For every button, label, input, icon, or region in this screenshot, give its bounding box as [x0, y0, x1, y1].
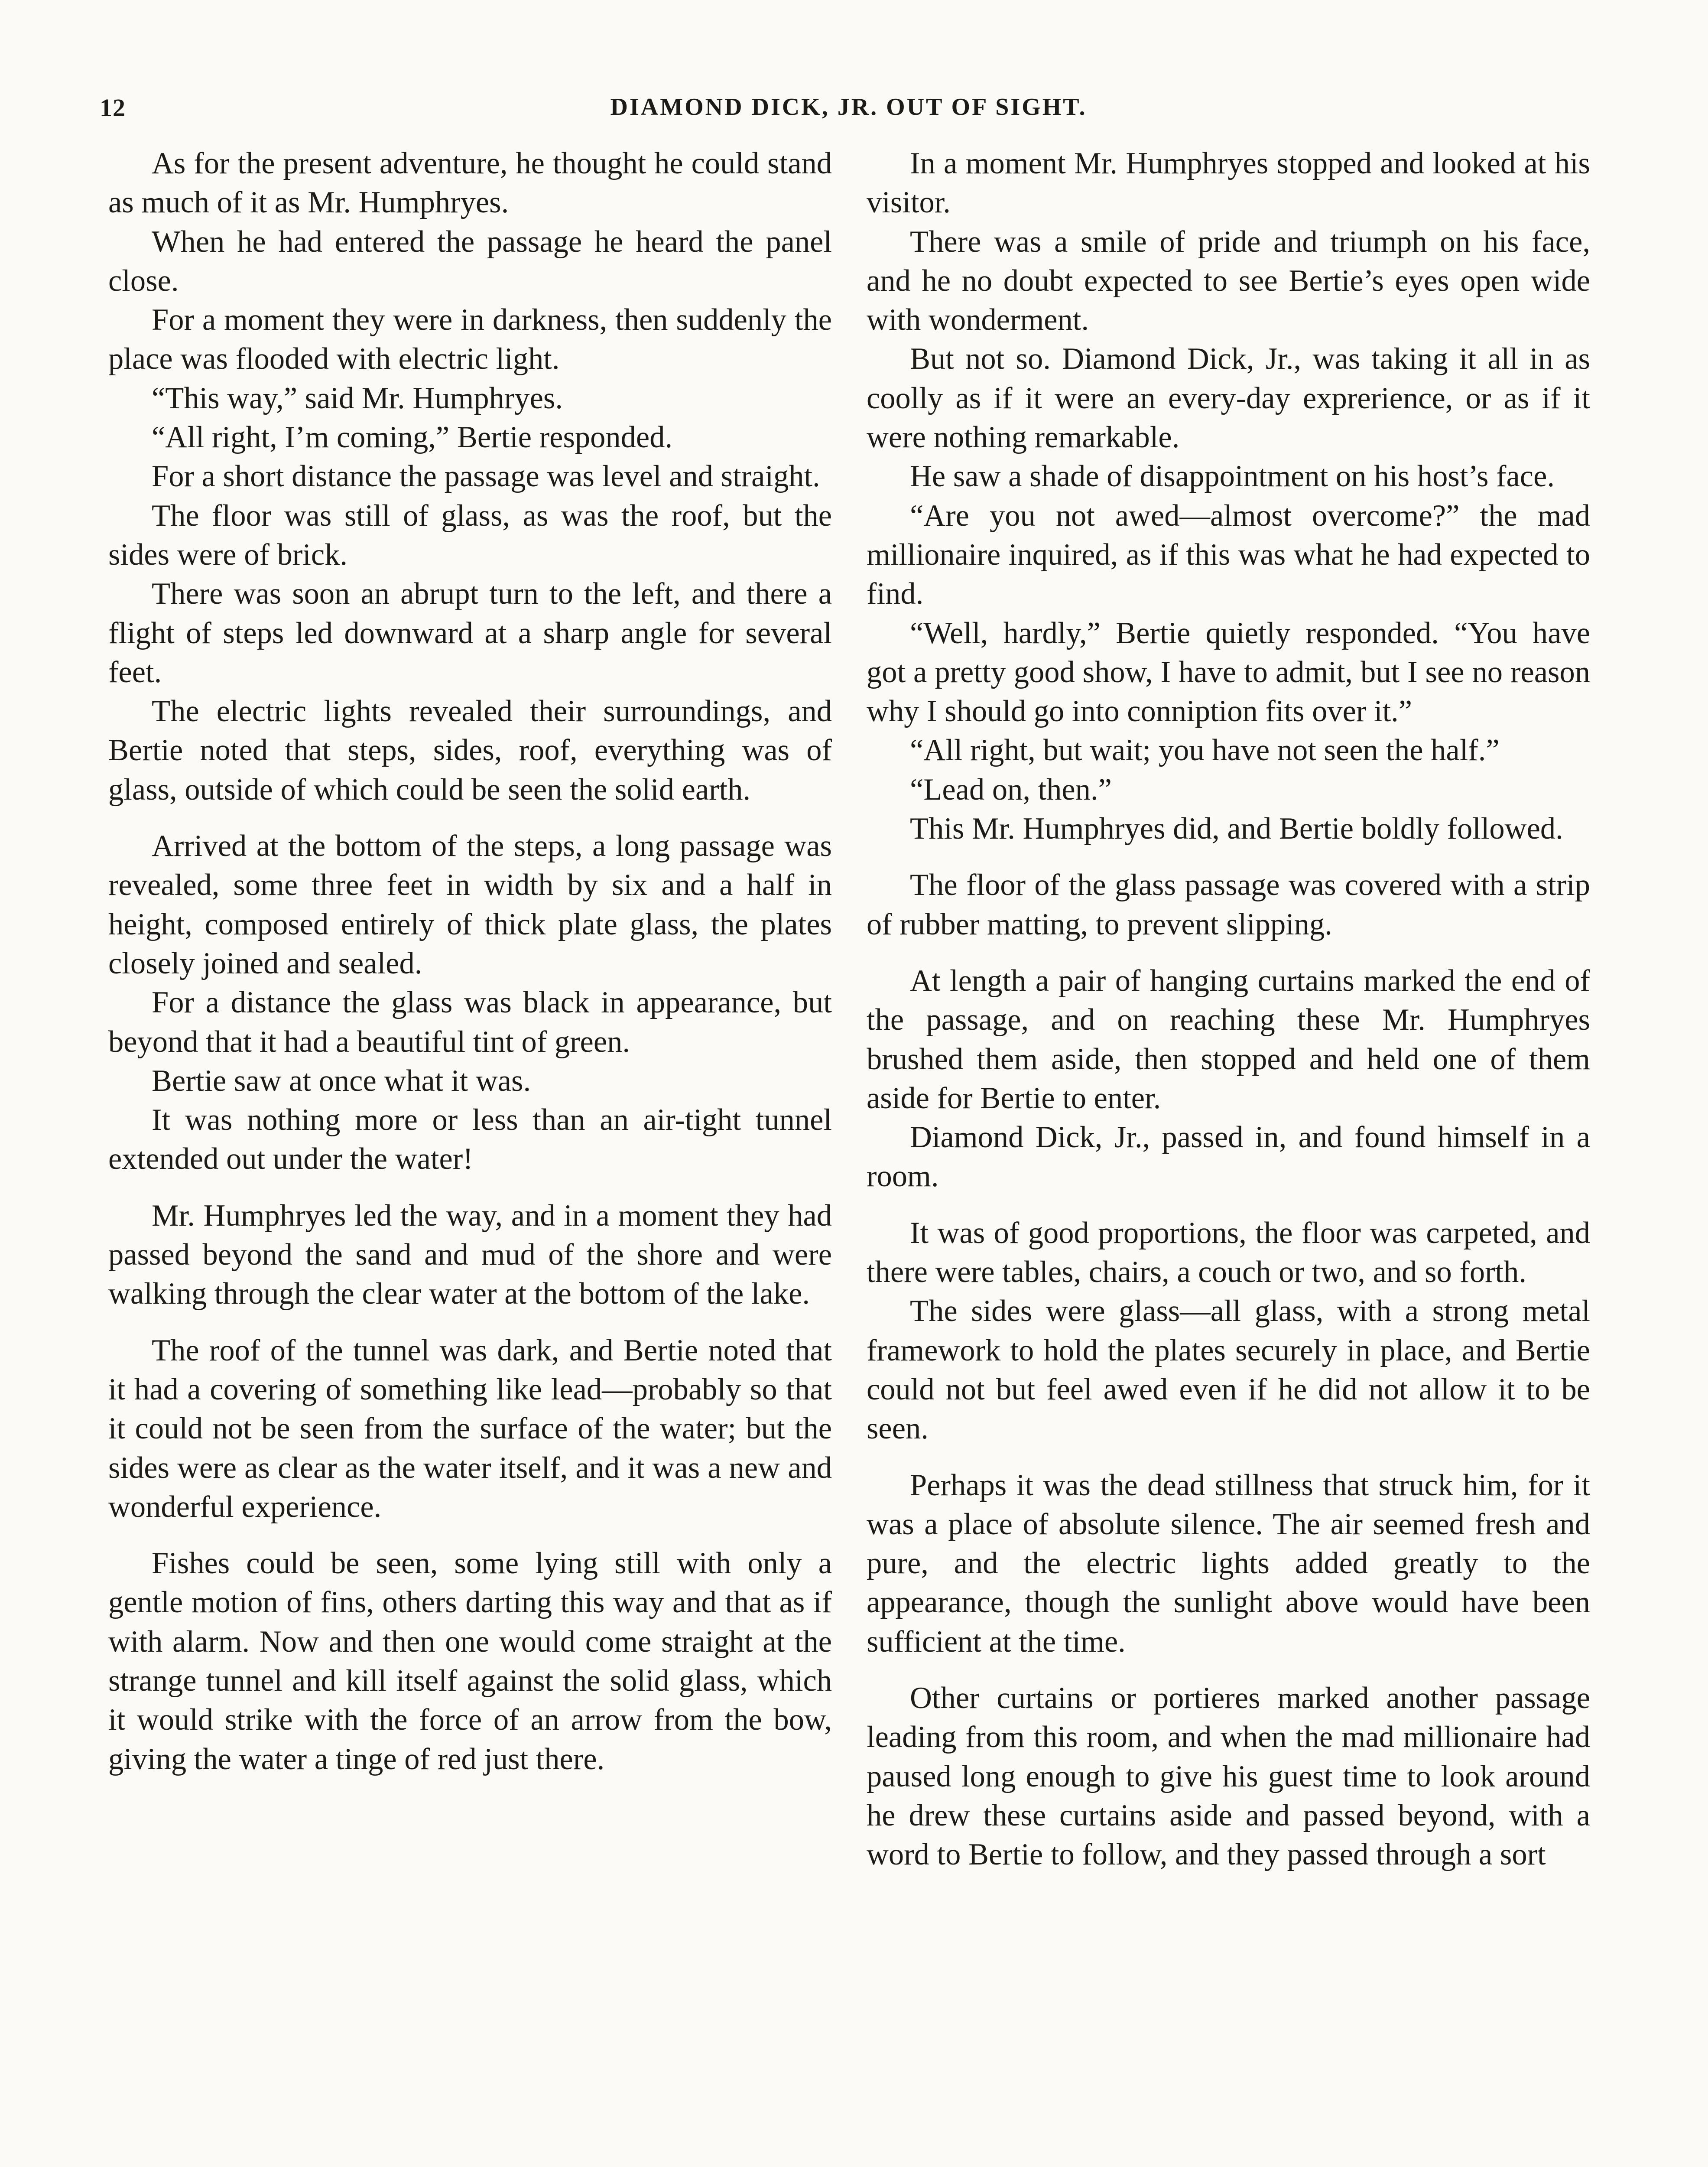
paragraph: The floor was still of glass, as was the roof, but the sides were of brick. [108, 498, 832, 572]
paragraph: This Mr. Humphryes did, and Bertie boldly followed. [910, 812, 1563, 846]
paragraph: Arrived at the bottom of the steps, a long passage was revealed, some three feet in width by six and a half in height, composed entirely of thick plate glass, the plates closely joined and sealed. [108, 829, 832, 980]
paragraph: Perhaps it was the dead stillness that struck him, for it was a place of absolute silence. The air seemed fresh and pure, and the electric lights added greatly to the appearance, though the sunlight above would have been sufficient at the time. [867, 1468, 1590, 1659]
paragraph: “All right, but wait; you have not seen the half.” [910, 733, 1500, 768]
paragraph: “This way,” said Mr. Humphryes. [152, 381, 563, 415]
paragraph: As for the present adventure, he thought he could stand as much of it as Mr. Humphryes. [108, 146, 832, 220]
paragraph: The electric lights revealed their surroundings, and Bertie noted that steps, sides, roof, everything was of glass, outside of which could be seen the solid earth. [108, 694, 832, 807]
paragraph: For a short distance the passage was level and straight. [152, 459, 820, 494]
page-number: 12 [100, 94, 126, 122]
paragraph: For a distance the glass was black in appearance, but beyond that it had a beautiful tint of green. [108, 986, 832, 1059]
paragraph: The roof of the tunnel was dark, and Bertie noted that it had a covering of something like lead—probably so that it could not be seen from the surface of the water; but the sides were as clear as the water itself, and it was a new and wonderful experience. [108, 1333, 832, 1524]
paragraph: Other curtains or portieres marked another passage leading from this room, and when the mad millionaire had paused long enough to give his guest time to look around he drew these curtains aside and passed beyond, with a word to Bertie to follow, and they passed through a sort [867, 1681, 1590, 1872]
paragraph: Bertie saw at once what it was. [152, 1064, 531, 1098]
paragraph: When he had entered the passage he heard the panel close. [108, 225, 832, 298]
paragraph: He saw a shade of disappointment on his host’s face. [910, 459, 1555, 494]
paragraph: But not so. Diamond Dick, Jr., was taking it all in as coolly as if it were an every-day exprerience, or as if it were nothing remarkable. [867, 342, 1590, 455]
paragraph: There was a smile of pride and triumph on his face, and he no doubt expected to see Bertie’s eyes open wide with wonderment. [867, 225, 1590, 337]
paragraph: “All right, I’m coming,” Bertie responded. [152, 420, 673, 455]
paragraph: Fishes could be seen, some lying still with only a gentle motion of fins, others darting this way and that as if with alarm. Now and then one would come straight at the strange tunnel and kill itself against the solid glass, which it would strike with the force of an arrow from the bow, giving the water a tinge of red just there. [108, 1546, 832, 1776]
paragraph: It was of good proportions, the floor was carpeted, and there were tables, chairs, a couch or two, and so forth. [867, 1216, 1590, 1289]
paragraph: “Well, hardly,” Bertie quietly responded. “You have got a pretty good show, I have to admit, but I see no reason why I should go into conniption fits over it.” [867, 616, 1590, 729]
running-title: DIAMOND DICK, JR. OUT OF SIGHT. [610, 94, 1087, 120]
paragraph: In a moment Mr. Humphryes stopped and looked at his visitor. [867, 146, 1590, 220]
left-text-column [108, 144, 832, 1779]
paragraph: There was soon an abrupt turn to the left, and there a flight of steps led downward at a sharp angle for several feet. [108, 577, 832, 689]
paragraph: “Lead on, then.” [910, 772, 1112, 807]
paragraph: It was nothing more or less than an air-tight tunnel extended out under the water! [108, 1103, 832, 1176]
page-header [100, 93, 1598, 128]
paragraph: For a moment they were in darkness, then suddenly the place was flooded with electric light. [108, 303, 832, 376]
paragraph: Mr. Humphryes led the way, and in a moment they had passed beyond the sand and mud of the shore and were walking through the clear water at the bottom of the lake. [108, 1198, 832, 1311]
paragraph: “Are you not awed—almost overcome?” the mad millionaire inquired, as if this was what he had expected to find. [867, 498, 1590, 611]
paragraph: At length a pair of hanging curtains marked the end of the passage, and on reaching these Mr. Humphryes brushed them aside, then stopped and held one of them aside for Bertie to enter. [867, 963, 1590, 1115]
paragraph: The floor of the glass passage was covered with a strip of rubber matting, to prevent slipping. [867, 868, 1590, 941]
paragraph: Diamond Dick, Jr., passed in, and found himself in a room. [867, 1120, 1590, 1194]
paragraph: The sides were glass—all glass, with a strong metal framework to hold the plates securely in place, and Bertie could not but feel awed even if he did not allow it to be seen. [867, 1294, 1590, 1446]
right-text-column [867, 144, 1590, 1874]
